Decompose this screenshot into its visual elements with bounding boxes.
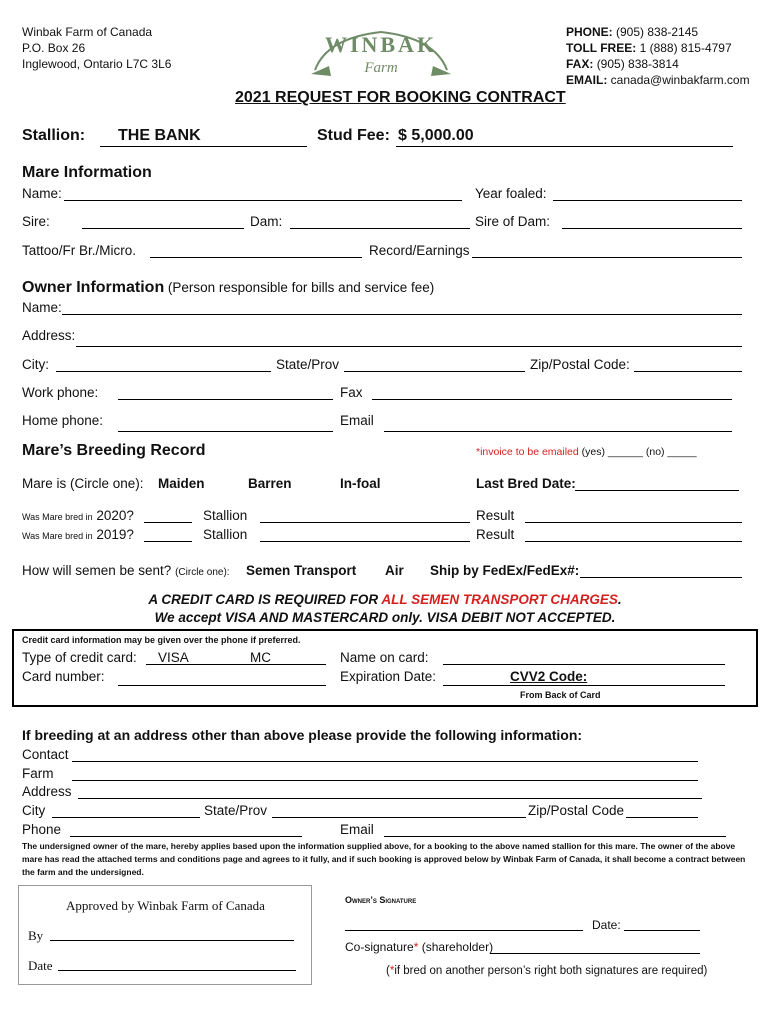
- farm-name: Winbak Farm of Canada: [22, 25, 153, 39]
- alt-phone-field[interactable]: [70, 836, 302, 837]
- zip-field[interactable]: [634, 371, 742, 372]
- mare-info-heading: Mare Information: [22, 164, 152, 181]
- sire-field[interactable]: [82, 228, 244, 229]
- city-label: City:: [22, 357, 49, 372]
- alt-farm-field[interactable]: [72, 780, 698, 781]
- card-number-label: Card number:: [22, 669, 105, 684]
- signature-date-field[interactable]: [624, 930, 700, 931]
- maiden-option[interactable]: Maiden: [158, 476, 205, 491]
- bred-2020-row: [22, 508, 134, 523]
- approval-by-label: By: [28, 928, 44, 943]
- alt-address-heading: If breeding at an address other than above please provide the following information:: [22, 727, 583, 743]
- state-field[interactable]: [344, 371, 525, 372]
- expiration-field[interactable]: [443, 685, 725, 686]
- stallion-value: THE BANK: [118, 127, 201, 144]
- alt-zip-field[interactable]: [626, 817, 698, 818]
- alt-farm-label: Farm: [22, 766, 54, 781]
- sire-label: Sire:: [22, 214, 50, 229]
- fax-field[interactable]: [372, 399, 732, 400]
- email-field[interactable]: [384, 431, 732, 432]
- air-option[interactable]: Air: [385, 563, 404, 578]
- alt-state-field[interactable]: [272, 817, 526, 818]
- credit-notice-line1: [0, 592, 770, 607]
- cvv-note: From Back of Card: [520, 690, 601, 700]
- stud-fee-line: [396, 146, 733, 147]
- farm-city: Inglewood, Ontario L7C 3L6: [22, 57, 172, 71]
- cc-mc-option[interactable]: MC: [250, 650, 271, 665]
- alt-city-field[interactable]: [52, 817, 200, 818]
- winbak-logo: [307, 18, 455, 84]
- bred-2020-field[interactable]: [144, 522, 192, 523]
- tattoo-label: Tattoo/Fr Br./Micro.: [22, 243, 137, 258]
- po-box: P.O. Box 26: [22, 41, 86, 55]
- last-bred-field[interactable]: [575, 490, 739, 491]
- semen-question-text: How will semen be sent?: [22, 563, 172, 578]
- approval-by-field[interactable]: [50, 940, 294, 941]
- alt-address-field[interactable]: [78, 798, 702, 799]
- contact-block: [566, 24, 750, 88]
- owner-signature-heading: Owner’s Signature: [345, 895, 417, 905]
- breeding-heading: Mare’s Breeding Record: [22, 442, 206, 459]
- year-2019: 2019?: [96, 527, 134, 542]
- logo-script: Farm: [364, 60, 398, 76]
- semen-question: [22, 563, 230, 578]
- stud-fee-label: Stud Fee:: [317, 127, 390, 144]
- city-field[interactable]: [56, 371, 271, 372]
- fax-label: FAX:: [566, 57, 594, 71]
- alt-contact-field[interactable]: [72, 761, 698, 762]
- mare-name-field[interactable]: [64, 200, 462, 201]
- cvv-label: CVV2 Code:: [510, 669, 588, 684]
- stallion-2019-label: Stallion: [203, 527, 248, 542]
- owner-name-label: Name:: [22, 300, 62, 315]
- fax-value: (905) 838-3814: [596, 57, 679, 71]
- alt-state-label: State/Prov: [204, 803, 268, 818]
- invoice-options: (yes) ______ (no) _____: [581, 446, 697, 458]
- record-label: Record/Earnings: [369, 243, 470, 258]
- owner-name-field[interactable]: [62, 314, 742, 315]
- alt-contact-label: Contact: [22, 747, 69, 762]
- owner-heading-text: Owner Information: [22, 279, 165, 296]
- farm-address: [22, 24, 171, 72]
- was-bred-2020: Was Mare bred in: [22, 512, 93, 522]
- alt-email-field[interactable]: [384, 836, 726, 837]
- work-phone-label: Work phone:: [22, 385, 99, 400]
- invoice-red: *invoice to be emailed: [476, 446, 579, 458]
- alt-zip-label: Zip/Postal Code: [528, 803, 625, 818]
- state-label: State/Prov: [276, 357, 340, 372]
- invoice-email: [476, 446, 697, 458]
- cc-type-label: Type of credit card:: [22, 650, 137, 665]
- phone-value: (905) 838-2145: [616, 25, 699, 39]
- credit-notice-red: ALL SEMEN TRANSPORT CHARGES: [381, 592, 618, 607]
- result-2019-field[interactable]: [525, 541, 742, 542]
- email-value: canada@winbakfarm.com: [610, 73, 750, 87]
- email-label: EMAIL:: [566, 73, 608, 87]
- approval-date-label: Date: [28, 958, 53, 973]
- tollfree-value: 1 (888) 815-4797: [639, 41, 732, 55]
- stallion-line: [100, 146, 307, 147]
- signature-footnote: (*if bred on another person’s right both signatures are required): [386, 965, 708, 977]
- logo-text: WINBAK: [324, 32, 438, 57]
- bred-2019-field[interactable]: [144, 541, 192, 542]
- credit-notice-end: .: [617, 592, 622, 607]
- mare-is-label: Mare is (Circle one):: [22, 476, 144, 491]
- was-bred-2019: Was Mare bred in: [22, 531, 93, 541]
- expiration-label: Expiration Date:: [340, 669, 437, 684]
- page-title: 2021 REQUEST FOR BOOKING CONTRACT: [235, 89, 566, 106]
- barren-option[interactable]: Barren: [248, 476, 292, 491]
- tollfree-label: TOLL FREE:: [566, 41, 637, 55]
- sire-of-dam-label: Sire of Dam:: [475, 214, 551, 229]
- cc-type-line: [146, 664, 326, 665]
- year-2020: 2020?: [96, 508, 134, 523]
- alt-email-label: Email: [340, 822, 374, 837]
- result-2019-label: Result: [476, 527, 515, 542]
- year-foaled-label: Year foaled:: [475, 186, 547, 201]
- semen-circle-one: (Circle one):: [175, 567, 230, 578]
- semen-transport-option[interactable]: Semen Transport: [246, 563, 357, 578]
- stallion-2019-field[interactable]: [260, 541, 470, 542]
- bred-2019-row: [22, 527, 134, 542]
- phone-label: PHONE:: [566, 25, 613, 39]
- record-field[interactable]: [472, 257, 742, 258]
- alt-address-label: Address: [22, 784, 72, 799]
- footnote-paren: (: [386, 965, 390, 977]
- owner-heading: [22, 279, 434, 297]
- tattoo-field[interactable]: [150, 257, 362, 258]
- credit-notice-a: A CREDIT CARD IS REQUIRED FOR: [148, 592, 379, 607]
- stallion-2020-field[interactable]: [260, 522, 470, 523]
- stallion-2020-label: Stallion: [203, 508, 248, 523]
- credit-notice-line2: We accept VISA AND MASTERCARD only. VISA DEBIT NOT ACCEPTED.: [154, 610, 616, 625]
- alt-phone-label: Phone: [22, 822, 62, 837]
- mare-name-label: Name:: [22, 186, 62, 201]
- dam-label: Dam:: [250, 214, 283, 229]
- cc-visa-option[interactable]: VISA: [158, 650, 189, 665]
- cosignature-row: Co-signature* (shareholder): [345, 940, 494, 954]
- name-on-card-label: Name on card:: [340, 650, 429, 665]
- result-2020-field[interactable]: [525, 522, 742, 523]
- address-field[interactable]: [76, 346, 742, 347]
- dam-field[interactable]: [290, 228, 470, 229]
- address-label: Address:: [22, 328, 76, 343]
- home-phone-field[interactable]: [118, 431, 333, 432]
- stallion-label: Stallion:: [22, 127, 86, 144]
- email-field-label: Email: [340, 413, 374, 428]
- footnote-text: if bred on another person’s right both signatures are required): [394, 965, 708, 977]
- fax-field-label: Fax: [340, 385, 363, 400]
- zip-label: Zip/Postal Code:: [530, 357, 630, 372]
- approval-title: Approved by Winbak Farm of Canada: [66, 898, 265, 913]
- cosignature-field[interactable]: [490, 953, 700, 954]
- work-phone-field[interactable]: [118, 399, 333, 400]
- signature-date-label: Date:: [592, 918, 621, 932]
- result-2020-label: Result: [476, 508, 515, 523]
- cosig-label: Co-signature: [345, 940, 414, 954]
- cosig-shareholder: (shareholder): [421, 940, 494, 954]
- year-foaled-field[interactable]: [553, 200, 742, 201]
- owner-signature-field[interactable]: [345, 930, 583, 931]
- terms-paragraph: The undersigned owner of the mare, hereby applies based upon the information supplied above, for a booking to the above named stallion for this mare. The owner of the above mare has read the attached terms and conditions page and agrees to it fully, and if such booking is approved below by Winbak Farm of Canada, it shall become a contract between the farm and the undersigned.: [22, 841, 746, 877]
- fedex-field[interactable]: [580, 577, 742, 578]
- card-number-field[interactable]: [118, 685, 326, 686]
- name-on-card-field[interactable]: [443, 664, 725, 665]
- home-phone-label: Home phone:: [22, 413, 104, 428]
- last-bred-label: Last Bred Date:: [476, 476, 576, 491]
- cc-note: Credit card information may be given over the phone if preferred.: [22, 635, 301, 645]
- alt-city-label: City: [22, 803, 46, 818]
- sire-of-dam-field[interactable]: [562, 228, 742, 229]
- stud-fee-value: $ 5,000.00: [398, 127, 474, 144]
- ship-fedex-label: Ship by FedEx/FedEx#:: [430, 563, 580, 578]
- infoal-option[interactable]: In-foal: [340, 476, 381, 491]
- approval-date-field[interactable]: [58, 970, 296, 971]
- owner-note: (Person responsible for bills and service fee): [167, 280, 435, 295]
